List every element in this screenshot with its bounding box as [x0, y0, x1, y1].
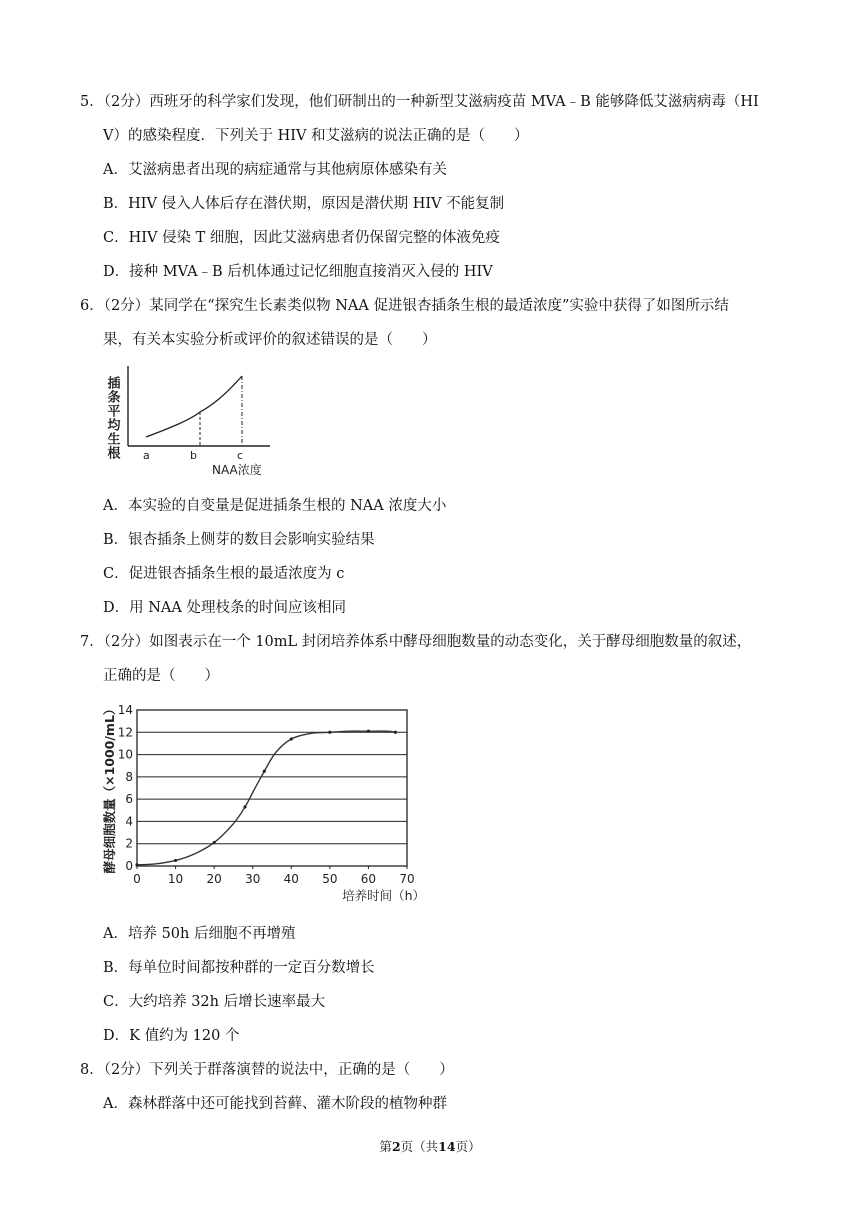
x-tick-label: 0 — [133, 872, 141, 886]
q7-option-b: B．每单位时间都按种群的一定百分数增长 — [103, 960, 375, 976]
x-tick-label: 30 — [245, 872, 261, 886]
q5-option-d: D．接种 MVA﹣B 后机体通过记忆细胞直接消灭入侵的 HIV — [103, 264, 493, 280]
q5-stem-line1: （2分）西班牙的科学家们发现，他们研制出的一种新型艾滋病疫苗 MVA﹣B 能够降低艾滋病病毒（HI — [103, 94, 759, 110]
y-tick-label: 8 — [125, 769, 133, 784]
q5-option-a: A．艾滋病患者出现的病症通常与其他病原体感染有关 — [103, 162, 447, 178]
data-point — [174, 859, 177, 862]
q6-option-b: B．银杏插条上侧芽的数目会影响实验结果 — [103, 532, 375, 548]
y-tick-label: 10 — [117, 747, 133, 762]
q5-stem-line2: V）的感染程度．下列关于 HIV 和艾滋病的说法正确的是（ ） — [103, 128, 529, 144]
q7-stem-line2: 正确的是（ ） — [103, 668, 219, 684]
q6-option-d: D．用 NAA 处理枝条的时间应该相同 — [103, 600, 346, 616]
x-tick-label: 70 — [399, 872, 415, 886]
y-tick-label: 14 — [117, 703, 133, 717]
x-tick-label: 40 — [283, 872, 299, 886]
y-tick-label: 0 — [125, 859, 133, 873]
x-tick-label: 20 — [206, 872, 222, 886]
y-tick-label: 12 — [117, 725, 133, 740]
footer-total: 14 — [438, 1139, 456, 1154]
q6-option-c: C．促进银杏插条生根的最适浓度为 c — [103, 566, 345, 582]
q7-chart — [100, 700, 430, 910]
data-point — [290, 737, 293, 740]
footer-page: 2 — [391, 1139, 401, 1154]
y-tick-label: 2 — [125, 836, 133, 851]
data-point — [367, 730, 370, 733]
q8-number: 8． — [80, 1062, 104, 1078]
y-tick-label: 4 — [125, 814, 133, 829]
q7-number: 7． — [80, 634, 104, 650]
q6-ylabel: 插条平均生根 — [104, 376, 120, 460]
q6-figure-svg — [100, 362, 300, 480]
q8-option-a: A．森林群落中还可能找到苔藓、灌木阶段的植物种群 — [103, 1096, 447, 1112]
q6-number: 6． — [80, 298, 104, 314]
data-point — [243, 805, 246, 808]
q5-stem — [80, 92, 759, 112]
q7-stem — [80, 632, 751, 652]
page-footer — [0, 1137, 860, 1155]
y-axis-label: 酵母细胞数量（×1000/mL） — [102, 702, 117, 874]
q6-xlabel: NAA浓度 — [212, 463, 262, 477]
q5-option-c: C．HIV 侵染 T 细胞，因此艾滋病患者仍保留完整的体液免疫 — [103, 230, 500, 246]
q6-stem — [80, 296, 729, 316]
plot-frame — [137, 710, 407, 866]
q8-stem — [80, 1060, 454, 1080]
footer-suffix: 页） — [455, 1139, 481, 1154]
q7-stem-line1: （2分）如图表示在一个 10mL 封闭培养体系中酵母细胞数量的动态变化，关于酵母细胞数量的叙述， — [103, 634, 752, 650]
q6-tick-a: a — [143, 449, 150, 462]
q6-curve — [146, 376, 242, 437]
q5-option-b: B．HIV 侵入人体后存在潜伏期，原因是潜伏期 HIV 不能复制 — [103, 196, 505, 212]
x-tick-label: 60 — [360, 872, 377, 886]
data-point — [263, 770, 266, 773]
q5-number: 5． — [80, 94, 104, 110]
q7-option-d: D．K 值约为 120 个 — [103, 1028, 240, 1044]
x-axis-label: 培养时间（h） — [342, 888, 425, 903]
footer-prefix: 第 — [379, 1139, 392, 1154]
x-tick-label: 50 — [322, 872, 338, 886]
q7-option-a: A．培养 50h 后细胞不再增殖 — [103, 926, 296, 942]
q6-stem-line2: 果，有关本实验分析或评价的叙述错误的是（ ） — [103, 332, 437, 348]
data-point — [394, 731, 397, 734]
x-tick-label: 10 — [167, 872, 184, 886]
y-tick-label: 6 — [125, 792, 133, 807]
data-point — [328, 731, 331, 734]
footer-mid: 页（共 — [400, 1139, 439, 1154]
q6-option-a: A．本实验的自变量是促进插条生根的 NAA 浓度大小 — [103, 498, 447, 514]
q8-stem-line1: （2分）下列关于群落演替的说法中，正确的是（ ） — [103, 1062, 454, 1078]
q6-tick-c: c — [237, 449, 244, 462]
q7-option-c: C．大约培养 32h 后增长速率最大 — [103, 994, 326, 1010]
q6-figure — [100, 362, 300, 480]
q7-chart-svg — [100, 700, 430, 910]
data-point — [213, 841, 216, 844]
growth-curve — [137, 731, 395, 865]
data-point — [135, 863, 138, 866]
q6-stem-line1: （2分）某同学在“探究生长素类似物 NAA 促进银杏插条生根的最适浓度”实验中获得了如图所示结 — [103, 298, 729, 314]
q6-tick-b: b — [190, 449, 197, 462]
